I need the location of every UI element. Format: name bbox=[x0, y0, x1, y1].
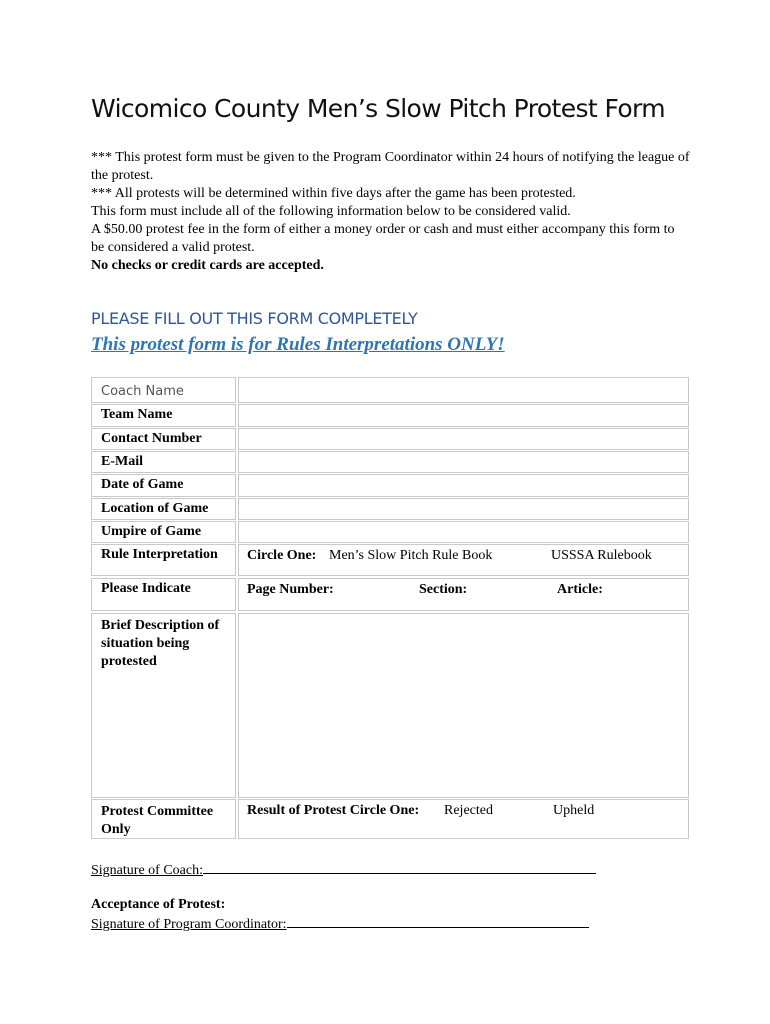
email-field[interactable] bbox=[238, 451, 689, 473]
team-name-label: Team Name bbox=[91, 404, 236, 427]
rule-interpretation-field[interactable] bbox=[238, 544, 689, 576]
section-label: Section: bbox=[419, 582, 468, 597]
please-indicate-label: Please Indicate bbox=[91, 578, 236, 611]
instruction-no-checks: No checks or credit cards are accepted. bbox=[91, 258, 324, 273]
instruction-deadline: *** This protest form must be given to the Program Coordinator within 24 hours of notifying the league of the protest. bbox=[91, 150, 690, 183]
result-of-protest-label: Result of Protest Circle One: bbox=[247, 803, 420, 818]
date-of-game-label: Date of Game bbox=[91, 474, 236, 497]
contact-number-label: Contact Number bbox=[91, 428, 236, 450]
row-please-indicate bbox=[91, 578, 691, 611]
form-title: Wicomico County Men’s Slow Pitch Protest Form bbox=[91, 94, 666, 123]
usssa-rulebook-option[interactable]: USSSA Rulebook bbox=[551, 548, 652, 563]
email-label: E-Mail bbox=[91, 451, 236, 473]
row-team-name bbox=[91, 404, 691, 427]
location-of-game-field[interactable] bbox=[238, 498, 689, 520]
protest-committee-label: Protest Committee Only bbox=[91, 799, 236, 839]
coach-signature-field[interactable] bbox=[203, 860, 596, 874]
row-brief-description bbox=[91, 613, 691, 798]
article-label: Article: bbox=[557, 582, 603, 597]
rejected-option[interactable]: Rejected bbox=[444, 803, 493, 818]
rule-interpretation-label: Rule Interpretation bbox=[91, 544, 236, 576]
brief-description-field[interactable] bbox=[238, 613, 689, 798]
location-of-game-label: Location of Game bbox=[91, 498, 236, 520]
row-email bbox=[91, 451, 691, 473]
coach-signature-line bbox=[91, 860, 596, 880]
protest-result-field[interactable] bbox=[238, 799, 689, 839]
row-location-of-game bbox=[91, 498, 691, 520]
acceptance-of-protest-label: Acceptance of Protest: bbox=[91, 897, 226, 912]
coach-name-field[interactable] bbox=[238, 377, 689, 403]
page-number-label: Page Number: bbox=[247, 582, 334, 597]
coordinator-signature-line bbox=[91, 914, 589, 934]
coach-signature-label: Signature of Coach: bbox=[91, 863, 203, 878]
acceptance-of-protest bbox=[91, 896, 225, 914]
instruction-fee: A $50.00 protest fee in the form of either a money order or cash and must either accompany this form to be considered a valid protest. bbox=[91, 222, 675, 255]
instruction-determination: *** All protests will be determined within five days after the game has been protested. bbox=[91, 186, 576, 201]
mens-slow-pitch-option[interactable]: Men’s Slow Pitch Rule Book bbox=[329, 548, 493, 563]
please-indicate-field[interactable] bbox=[238, 578, 689, 611]
instructions bbox=[91, 149, 691, 275]
row-rule-interpretation bbox=[91, 544, 691, 576]
team-name-field[interactable] bbox=[238, 404, 689, 427]
row-umpire-of-game bbox=[91, 521, 691, 543]
row-coach-name bbox=[91, 377, 691, 403]
rules-only-heading: This protest form is for Rules Interpretations ONLY! bbox=[91, 334, 505, 355]
instruction-required-info: This form must include all of the following information below to be considered valid. bbox=[91, 204, 571, 219]
upheld-option[interactable]: Upheld bbox=[553, 803, 595, 818]
fill-out-heading: PLEASE FILL OUT THIS FORM COMPLETELY bbox=[91, 309, 418, 328]
umpire-of-game-field[interactable] bbox=[238, 521, 689, 543]
date-of-game-field[interactable] bbox=[238, 474, 689, 497]
contact-number-field[interactable] bbox=[238, 428, 689, 450]
coordinator-signature-field[interactable] bbox=[287, 914, 589, 928]
circle-one-label: Circle One: bbox=[247, 548, 317, 563]
coordinator-signature-label: Signature of Program Coordinator: bbox=[91, 917, 287, 932]
row-protest-committee bbox=[91, 799, 691, 839]
row-date-of-game bbox=[91, 474, 691, 497]
row-contact-number bbox=[91, 428, 691, 450]
brief-description-label: Brief Description of situation being protested bbox=[91, 613, 236, 798]
umpire-of-game-label: Umpire of Game bbox=[91, 521, 236, 543]
coach-name-label: Coach Name bbox=[91, 377, 236, 403]
